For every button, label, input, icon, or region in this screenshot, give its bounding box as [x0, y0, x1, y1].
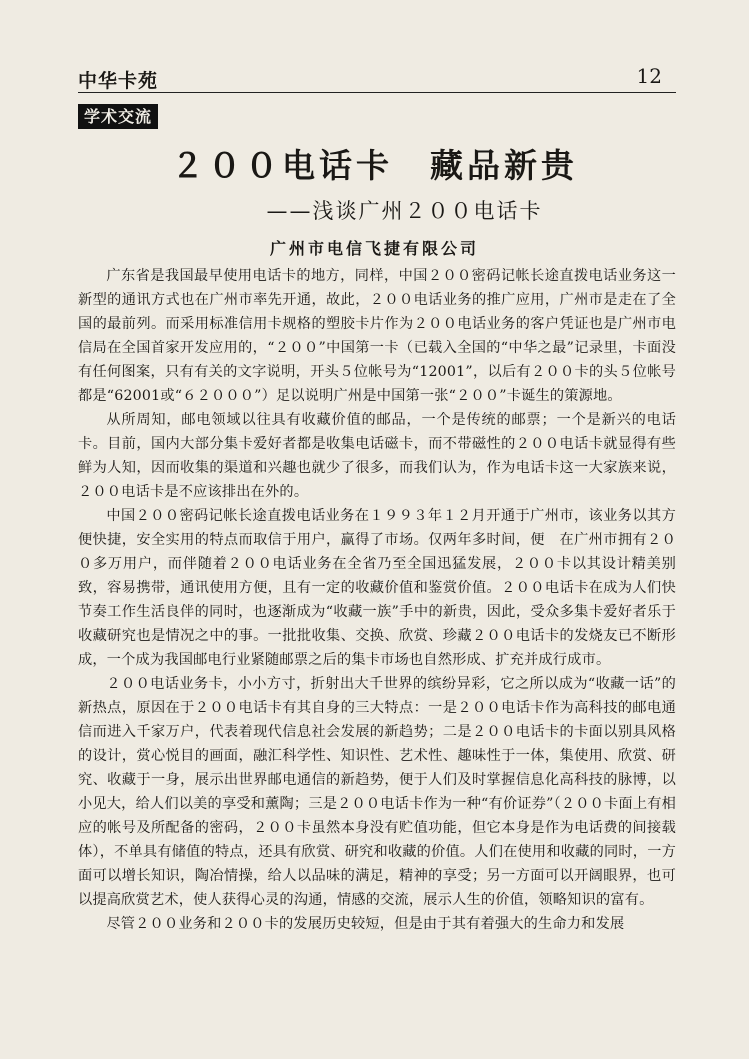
body-paragraph: 中国２００密码记帐长途直拨电话业务在１９９３年１２月开通于广州市，该业务以其方便快捷，安全实用的特点而取信于用户，赢得了市场。仅两年多时间，便 在广州市拥有２００多万用户，而伴随着２００电话业务在全省乃至全国迅猛发展，２００卡以其设计精美别致，容易携带，通讯使用方便，且有一定的收藏价值和鉴赏价值。２００电话卡在成为人们快节奏工作生活良伴的同时，也逐渐成为“收藏一族”手中的新贵，因此，受众多集卡爱好者乐于收藏研究也是情况之中的事。一批批收集、交换、欣赏、珍藏２００电话卡的发烧友已不断形成，一个成为我国邮电行业紧随邮票之后的集卡市场也自然形成、扩充并成行成市。 — [78, 508, 676, 668]
page-number: 12 — [636, 64, 662, 88]
column-tag: 学术交流 — [78, 104, 158, 129]
body-paragraph: 从所周知，邮电领域以往具有收藏价值的邮品，一个是传统的邮票；一个是新兴的电话卡。目前，国内大部分集卡爱好者都是收集电话磁卡，而不带磁性的２００电话卡就显得有些鲜为人知，因而收集的渠道和兴趣也就少了很多，而我们认为，作为电话卡这一大家族来说，２００电话卡是不应该排出在外的。 — [78, 412, 676, 500]
article-subtitle: ——浅谈广州２００电话卡 — [266, 199, 543, 223]
magazine-name: 中华卡苑 — [78, 70, 159, 92]
body-paragraph: ２００电话业务卡，小小方寸，折射出大千世界的缤纷异彩，它之所以成为“收藏一话”的新热点，原因在于２００电话卡有其自身的三大特点：一是２００电话卡作为高科技的邮电通信而进入千家万户，代表着现代信息社会发展的新趋势；二是２００电话卡的卡面以别具风格的设计，赏心悦目的画面，融汇科学性、知识性、艺术性、趣味性于一体，集使用、欣赏、研究、收藏于一身，展示出世界邮电通信的新趋势，便于人们及时掌握信息化高科技的脉博，以小见大，给人们以美的享受和薰陶；三是２００电话卡作为一种“有价证券”（２００卡面上有相应的帐号及所配备的密码，２００卡虽然本身没有贮值功能，但它本身是作为电话费的间接载体），不单具有储值的特点，还具有欣赏、研究和收藏的价值。人们在使用和收藏的同时，一方面可以增长知识，陶冶情操，给人以品味的满足，精神的享受；另一方面可以开阔眼界，也可以提高欣赏艺术，使人获得心灵的沟通，情感的交流，展示人生的价值，领略知识的富有。 — [78, 676, 676, 908]
article-author: 广州市电信飞捷有限公司 — [269, 239, 479, 258]
body-paragraph: 尽管２００业务和２００卡的发展历史较短，但是由于其有着强大的生命力和发展 — [106, 916, 625, 932]
article-title: ２００电话卡 藏品新贵 — [171, 146, 578, 185]
body-paragraph: 广东省是我国最早使用电话卡的地方，同样，中国２００密码记帐长途直拨电话业务这一新型的通讯方式也在广州市率先开通，故此，２００电话业务的推广应用，广州市是走在了全国的最前列。而采用标准信用卡规格的塑胶卡片作为２００电话业务的客户凭证也是广州市电信局在全国首家开发应用的，“２００”中国第一卡（已载入全国的“中华之最”记录里，卡面没有任何图案，只有有关的文字说明，开头５位帐号为“12001”，以后有２００卡的头５位帐号都是“62001或“６２０００”）足以说明广州是中国第一张“２００”卡诞生的策源地。 — [78, 268, 676, 404]
running-header — [78, 64, 676, 93]
article-body — [78, 264, 676, 936]
